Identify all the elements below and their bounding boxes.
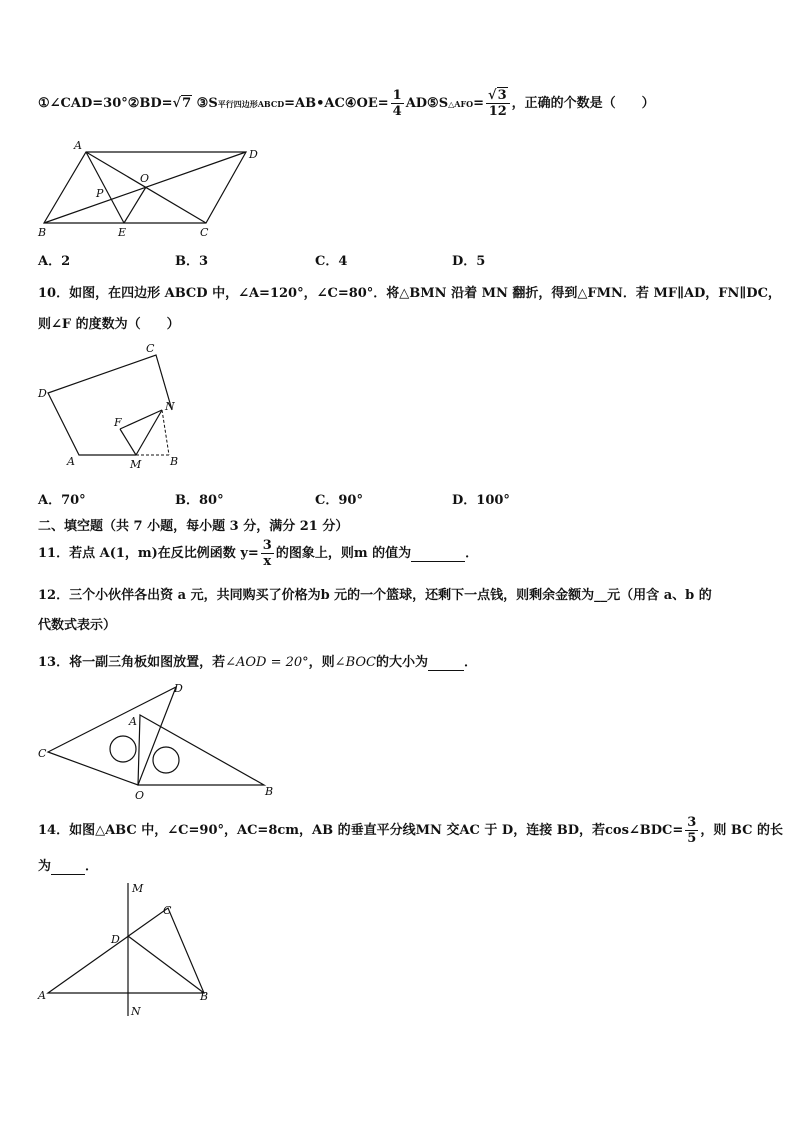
q14-line-2 [38, 855, 98, 875]
quadrilateral-abcd [48, 355, 172, 455]
fraction-numerator: 3 [687, 815, 697, 830]
q9-statement-part: = [473, 96, 485, 111]
set-square-hole-left [110, 736, 136, 762]
label-b: B [265, 785, 274, 798]
segment-mn [136, 410, 162, 455]
q10-line-1: 10．如图，在四边形 ABCD 中，∠A=120°，∠C=80°．将△BMN 沿着 MN 翻折，得到△FMN．若 MF∥AD，FN∥DC， [38, 286, 781, 301]
q11-part: ． [465, 546, 479, 561]
q11-part: 11．若点 A(1，m)在反比例函数 y= [38, 546, 259, 561]
fraction-numerator: 1 [392, 88, 402, 103]
label-d: D [249, 148, 258, 161]
answer-blank [428, 655, 464, 671]
set-square-hole-right [153, 747, 179, 773]
triangle-abc [48, 908, 204, 993]
q9-subscript: 平行四边形ABCD [217, 99, 285, 109]
q9-statement-part: ①∠CAD=30°②BD= [38, 96, 173, 111]
q10-line-2: 则∠F 的度数为（ ） [38, 317, 180, 332]
q14-part: ． [85, 859, 99, 874]
label-c: C [163, 904, 172, 917]
q9-statement-part: ，正确的个数是（ ） [511, 96, 655, 111]
triangle-cod [48, 687, 176, 785]
label-d: D [38, 387, 47, 400]
q9-statement-part: =AB•AC④OE= [284, 96, 389, 111]
q9-fraction-2 [486, 88, 510, 119]
answer-blank [411, 546, 465, 562]
label-m: M [132, 882, 144, 895]
q9-option-c: C．4 [315, 254, 348, 269]
label-n: N [165, 400, 175, 413]
fraction-denominator: 4 [392, 104, 402, 119]
q14-fraction [685, 815, 698, 846]
q13-part: ． [463, 655, 477, 670]
label-d: D [111, 933, 120, 946]
label-n: N [131, 1005, 141, 1018]
q11-statement [38, 538, 478, 569]
q9-option-d: D．5 [452, 254, 486, 269]
q9-option-a: A．2 [38, 254, 71, 269]
segment-mf [120, 429, 136, 455]
q10-option-a: A．70° [38, 493, 86, 508]
q9-parallelogram-figure [36, 140, 276, 240]
label-p: P [96, 187, 104, 200]
label-c: C [38, 747, 47, 760]
q10-option-d: D．100° [452, 493, 510, 508]
q12-line-1: 12．三个小伙伴各出资 a 元，共同购买了价格为b 元的一个篮球，还剩下一点钱，则剩余金额为__元（用含 a、b 的 [38, 588, 712, 603]
q14-part: 14．如图△ABC 中，∠C=90°，AC=8cm，AB 的垂直平分线MN 交AC 于 D，连接 BD，若cos∠BDC= [38, 823, 684, 838]
fraction-denominator: 5 [687, 831, 697, 846]
q13-statement [38, 651, 477, 671]
q9-subscript: △AFO [448, 99, 474, 109]
q13-part: 的大小为 [375, 655, 428, 670]
q9-radicand: 3 [497, 88, 507, 103]
q14-line-1 [38, 815, 783, 846]
q13-math-expression: ∠BOC [334, 655, 376, 670]
q13-part: ，则 [308, 655, 335, 670]
segment-oe [124, 187, 146, 223]
label-a: A [74, 139, 82, 152]
label-f: F [114, 416, 122, 429]
q9-option-b: B．3 [175, 254, 209, 269]
section-fill-in-blank-heading: 二、填空题（共 7 小题，每小题 3 分，满分 21 分） [38, 519, 349, 534]
label-c: C [200, 226, 209, 239]
label-b: B [200, 990, 209, 1003]
q12-line-2: 代数式表示） [38, 618, 117, 633]
q9-statement [38, 88, 655, 119]
label-a: A [38, 989, 46, 1002]
q9-radicand: 7 [182, 96, 192, 111]
q11-part: 的图象上，则m 的值为 [275, 546, 412, 561]
fraction-denominator: x [263, 554, 272, 569]
q9-statement-part: ③S [196, 96, 218, 111]
label-c: C [146, 342, 155, 355]
q14-triangle-figure [36, 878, 216, 1018]
label-o: O [140, 172, 150, 185]
fraction-denominator: 12 [488, 104, 507, 119]
sqrt-symbol: √ [172, 96, 182, 111]
q13-set-squares-figure [36, 680, 276, 800]
label-e: E [118, 226, 127, 239]
q9-fraction-1 [391, 88, 404, 119]
q13-part: 13．将一副三角板如图放置，若 [38, 655, 226, 670]
fraction-numerator: 3 [262, 538, 272, 553]
q14-part: 为 [38, 859, 52, 874]
label-o: O [135, 789, 145, 802]
label-m: M [130, 458, 142, 471]
q10-quadrilateral-figure [36, 340, 196, 475]
dashed-nb [162, 410, 169, 455]
q11-fraction [261, 538, 274, 569]
q10-option-b: B．80° [175, 493, 224, 508]
segment-fn [120, 410, 162, 429]
q14-part: ，则 BC 的长 [700, 823, 783, 838]
label-d: D [174, 682, 183, 695]
label-b: B [170, 455, 179, 468]
label-a: A [129, 715, 137, 728]
q10-option-c: C．90° [315, 493, 363, 508]
answer-blank [51, 859, 85, 875]
fraction-numerator [486, 88, 510, 104]
q13-math-expression: ∠AOD = 20° [225, 655, 309, 670]
label-a: A [67, 455, 75, 468]
q9-statement-part: AD⑤S [405, 96, 449, 111]
label-b: B [38, 226, 47, 239]
sqrt-symbol: √ [488, 88, 497, 103]
segment-bd [128, 936, 204, 993]
